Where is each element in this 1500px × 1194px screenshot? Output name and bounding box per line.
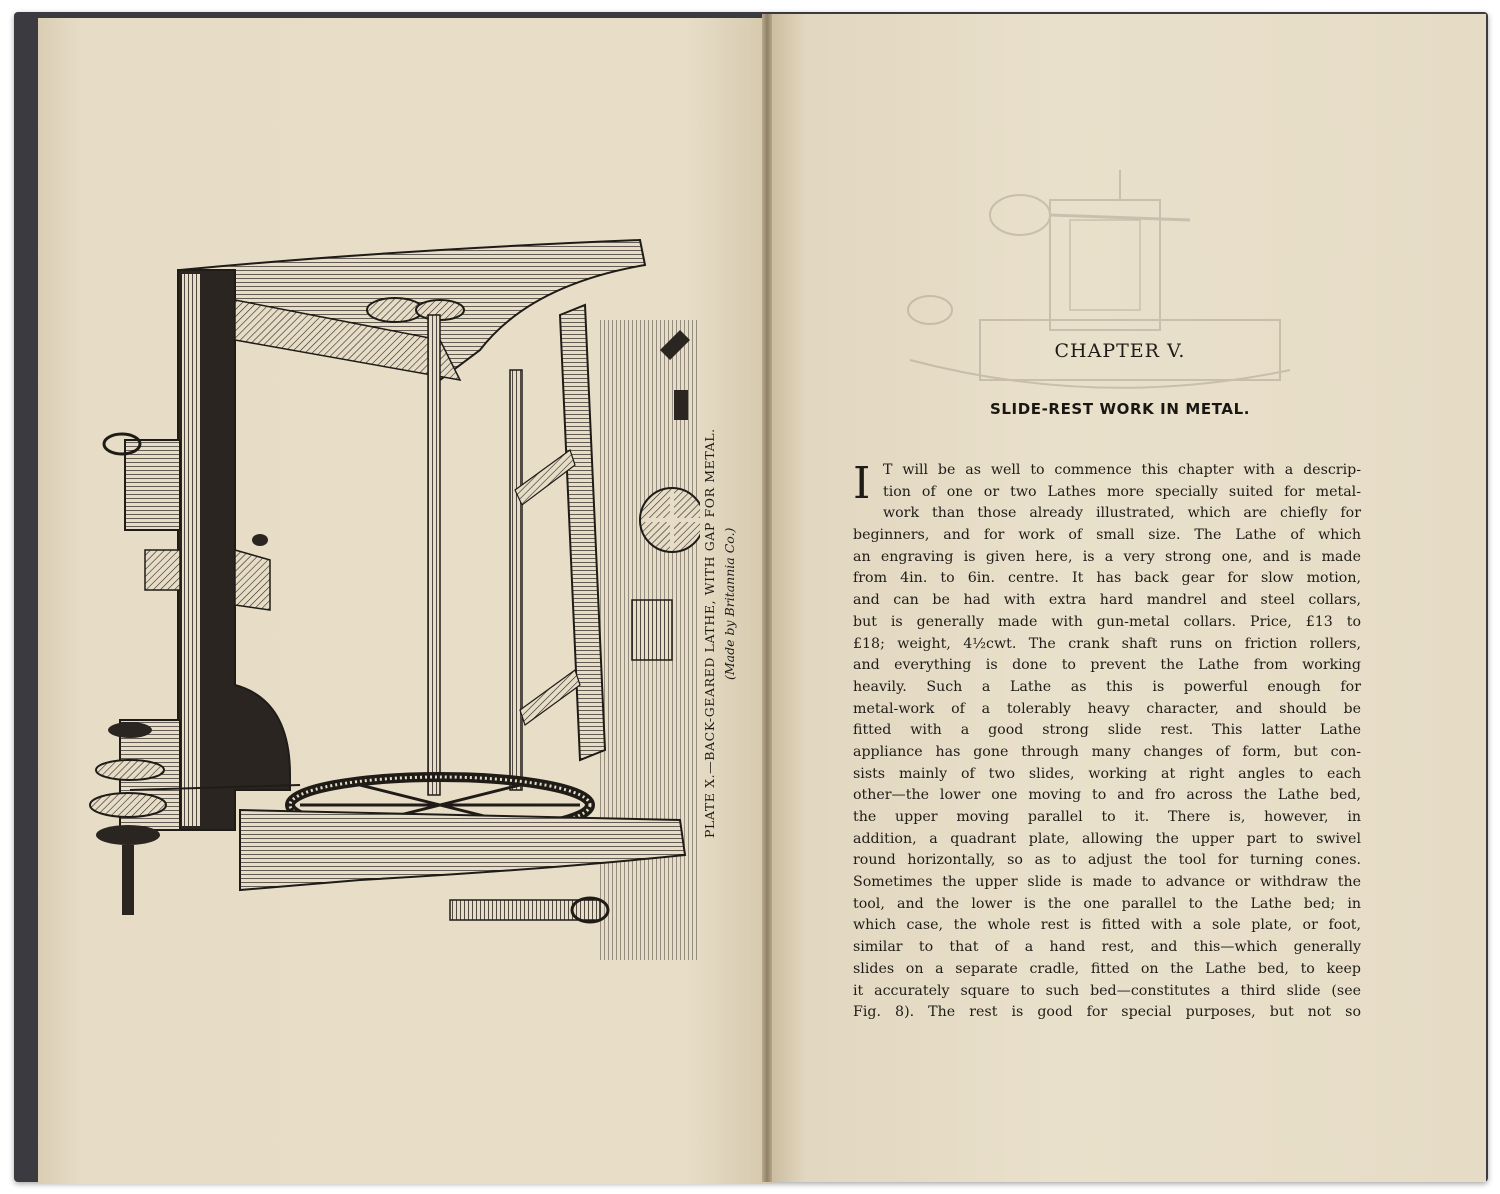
text-line: £18; weight, 4½cwt. The crank shaft runs on friction rollers, — [853, 635, 1361, 652]
text-line: fitted with a good strong slide rest. This latter Lathe — [853, 722, 1361, 739]
text-line: an engraving is given here, is a very strong one, and is made — [853, 548, 1361, 565]
text-line: work than those already illustrated, which are chiefly for — [883, 505, 1361, 522]
text-line: Fig. 8). The rest is good for special purposes, but not so — [853, 1004, 1361, 1021]
text-line: beginners, and for work of small size. The Lathe of which — [853, 527, 1361, 544]
text-line: but is generally made with gun-metal collars. Price, £13 to — [853, 613, 1361, 630]
text-line: tion of one or two Lathes more specially suited for metal- — [883, 483, 1361, 500]
text-line: it accurately square to such bed—constitutes a third slide (see — [853, 982, 1361, 999]
plate-caption — [702, 360, 737, 860]
chapter-body — [853, 460, 1361, 1024]
text-line: other—the lower one moving to and fro across the Lathe bed, — [853, 787, 1361, 804]
text-line: and can be had with extra hard mandrel and steel collars, — [853, 592, 1361, 609]
text-line: appliance has gone through many changes of form, but con- — [853, 743, 1361, 760]
back-geared-lathe-engraving-icon — [60, 230, 700, 970]
text-line: round horizontally, so as to adjust the tool for turning cones. — [853, 852, 1361, 869]
drop-cap: I — [853, 458, 871, 509]
text-line: which case, the whole rest is fitted with a sole plate, or foot, — [853, 917, 1361, 934]
text-line: tool, and the lower is the one parallel to the Lathe bed; in — [853, 895, 1361, 912]
book-gutter — [762, 14, 772, 1182]
plate-caption-credit: (Made by Britannia Co.) — [722, 527, 737, 680]
text-line: heavily. Such a Lathe as this is powerful enough for — [853, 678, 1361, 695]
text-line: sists mainly of two slides, working at right angles to each — [853, 765, 1361, 782]
text-line: similar to that of a hand rest, and this—which generally — [853, 939, 1361, 956]
text-line: metal-work of a tolerably heavy character, and should be — [853, 700, 1361, 717]
chapter-title: SLIDE-REST WORK IN METAL. — [989, 400, 1251, 418]
text-line: addition, a quadrant plate, allowing the upper part to swivel — [853, 830, 1361, 847]
text-line: from 4in. to 6in. centre. It has back gear for slow motion, — [853, 570, 1361, 587]
show-through-engraving-icon — [900, 160, 1300, 430]
text-line: Sometimes the upper slide is made to advance or withdraw the — [853, 874, 1361, 891]
text-line: and everything is done to prevent the Lathe from working — [853, 657, 1361, 674]
text-line: slides on a separate cradle, fitted on the Lathe bed, to keep — [853, 960, 1361, 977]
text-line: T will be as well to commence this chapter with a descrip- — [883, 462, 1361, 478]
plate-caption-title: PLATE X.—BACK-GEARED LATHE, WITH GAP FOR METAL. — [702, 428, 717, 838]
text-line: the upper moving parallel to it. There is, however, in — [853, 809, 1361, 825]
chapter-heading: CHAPTER V. — [1054, 340, 1186, 362]
